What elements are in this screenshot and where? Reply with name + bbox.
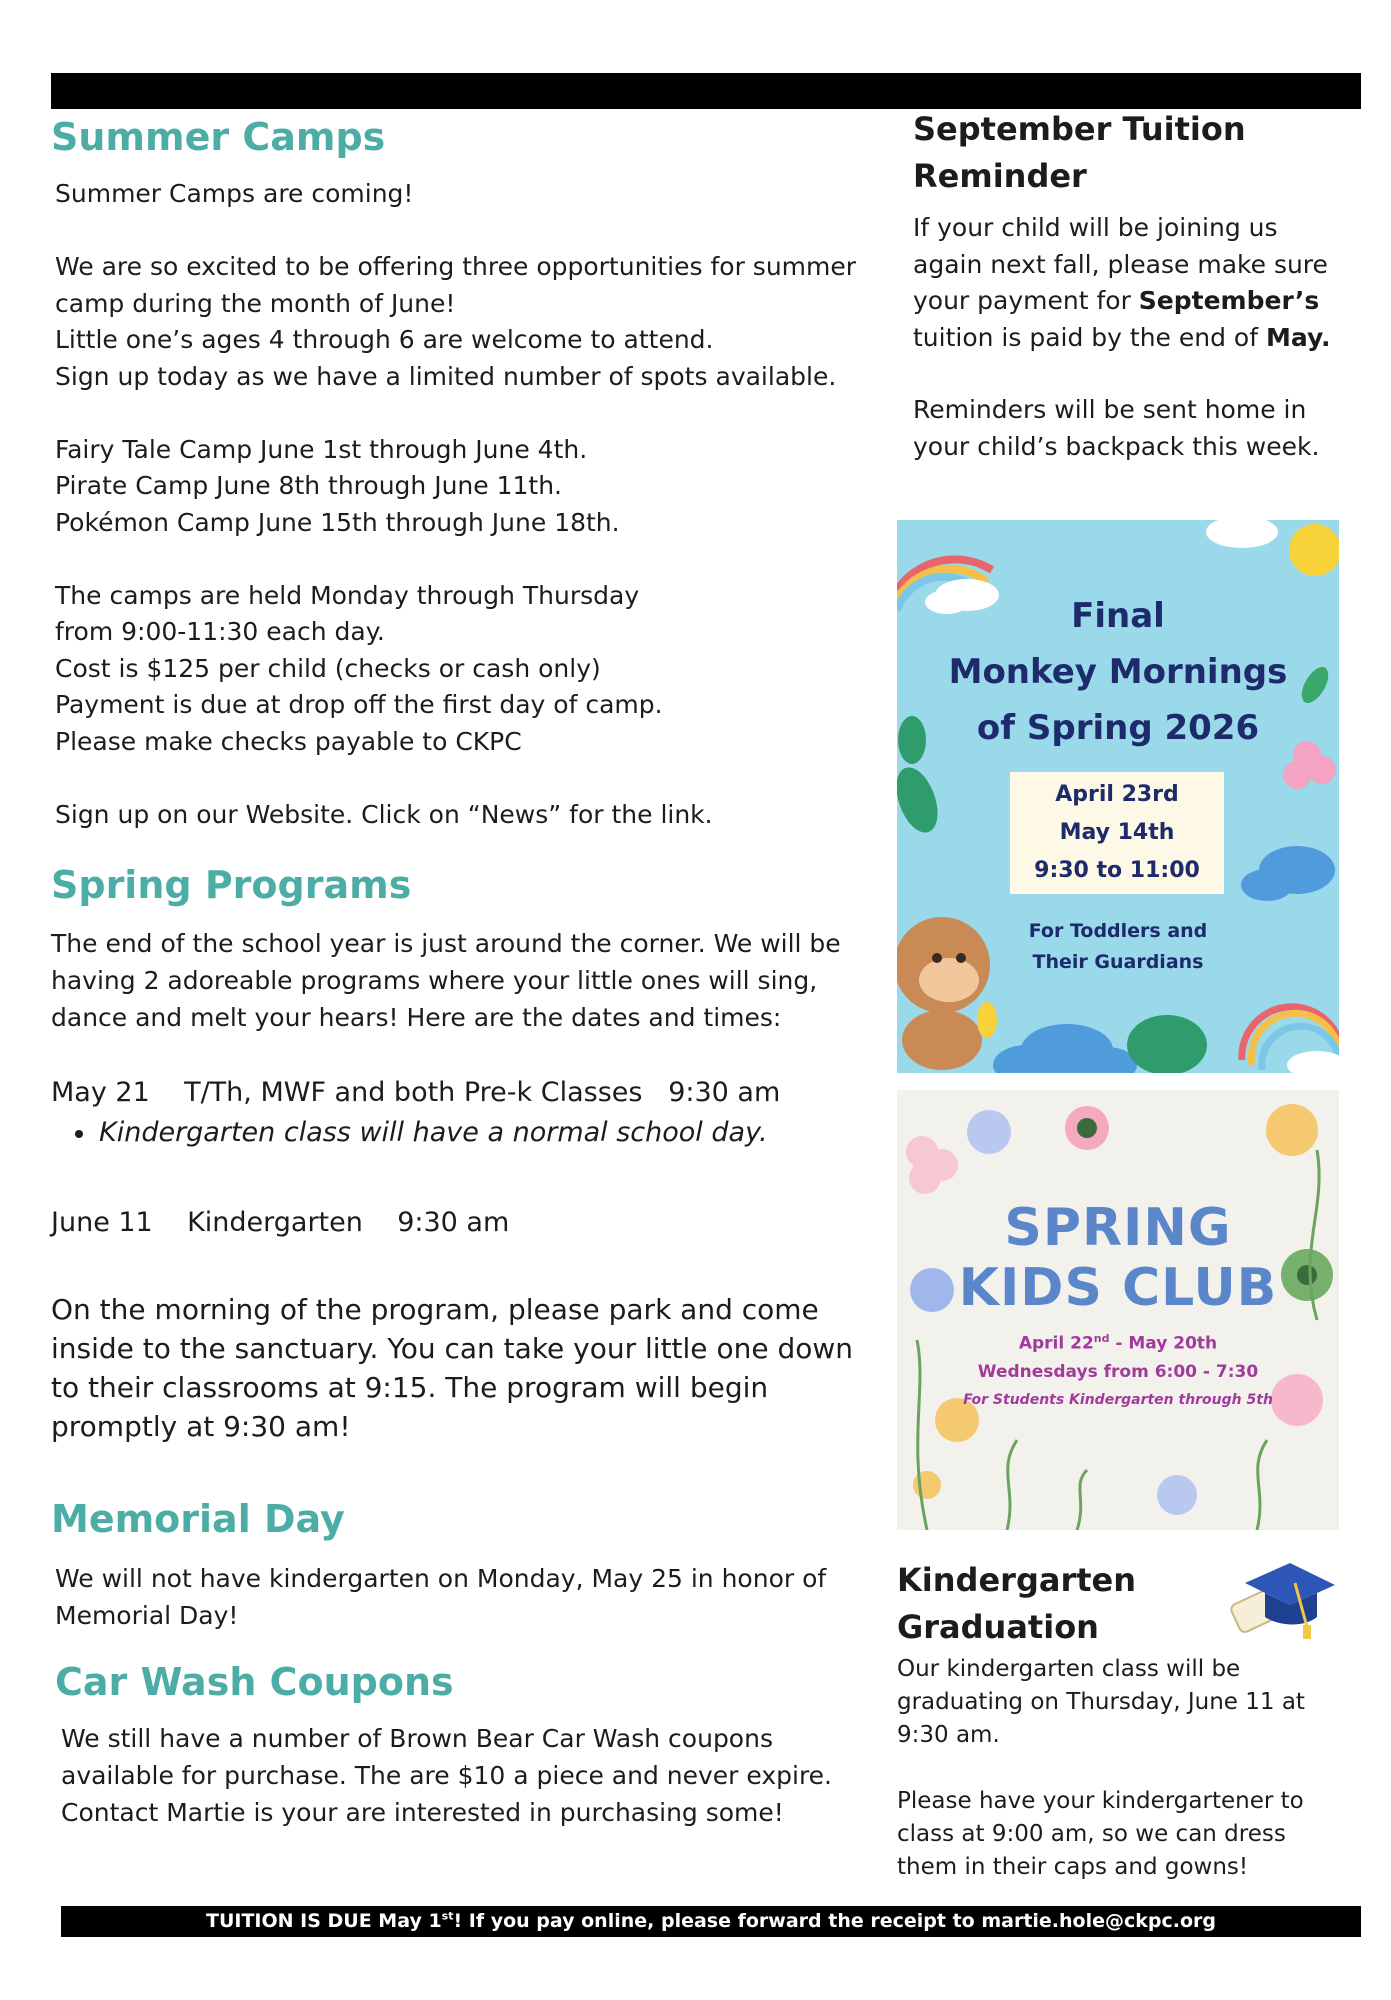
flyer2-dates [897, 1332, 1339, 1354]
summer-line: Sign up on our Website. Click on “News” for the link. [55, 799, 713, 829]
tuition-text-may: May. [1265, 322, 1331, 352]
summer-line: Fairy Tale Camp June 1st through June 4th. [55, 434, 588, 464]
bullet-text: Kindergarten class will have a normal school day. [99, 1117, 768, 1148]
car-wash-heading: Car Wash Coupons [55, 1660, 454, 1704]
header-bar [51, 73, 1361, 109]
spring-morning-line: promptly at 9:30 am! [51, 1410, 351, 1443]
spring-morning-line: to their classrooms at 9:15. The program will begin [51, 1371, 769, 1404]
flyer1-title-line3: of Spring 2026 [976, 708, 1260, 748]
summer-line: Summer Camps are coming! [55, 179, 414, 208]
spring-kids-club-flyer [897, 1090, 1339, 1530]
carwash-line: Contact Martie is your are interested in purchasing some! [61, 1798, 784, 1827]
summer-line [55, 213, 885, 250]
flyer1-sub-line1: For Toddlers and [1028, 920, 1208, 942]
summer-camps-body [55, 176, 885, 833]
flyer2-dates-sup: nd [1093, 1332, 1110, 1345]
tuition-heading-line1: September Tuition [913, 110, 1246, 148]
program-morning-info [51, 1290, 901, 1446]
spring-morning-line: inside to the sanctuary. You can take your little one down [51, 1332, 853, 1365]
flyer2-when: Wednesdays from 6:00 - 7:30 [977, 1362, 1259, 1382]
footer-text-a: TUITION IS DUE May 1 [205, 1910, 442, 1932]
program-may21: May 21 T/Th, MWF and both Pre-k Classes 9:30 am [51, 1077, 781, 1108]
tuition-text-a: If your child will be joining us again next fall, please make sure your payment for [913, 213, 1328, 315]
flyer2-title-line2: KIDS CLUB [958, 1258, 1278, 1318]
summer-camps-heading: Summer Camps [51, 115, 386, 159]
flyer2-dates-b: - May 20th [1109, 1333, 1218, 1354]
tuition-text-c: tuition is paid by the end of [913, 322, 1266, 352]
memorial-day-heading: Memorial Day [51, 1497, 345, 1541]
graduation-cap-icon [1225, 1555, 1335, 1650]
monkey-mornings-flyer [897, 520, 1339, 1073]
program-june11: June 11 Kindergarten 9:30 am [51, 1207, 510, 1238]
summer-line [55, 760, 885, 797]
tuition-heading-line2: Reminder [913, 157, 1087, 195]
summer-line: Cost is $125 per child (checks or cash only) [55, 653, 601, 683]
reminders-paragraph: Reminders will be sent home in your child’s backpack this week. [913, 395, 1320, 461]
sun-icon [1289, 524, 1339, 576]
car-wash-body [61, 1720, 891, 1831]
summer-line: Payment is due at drop off the first day of camp. [55, 690, 663, 719]
flower-icon [906, 1136, 958, 1194]
summer-line: The camps are held Monday through Thursday [55, 580, 640, 610]
program-bullet [75, 1117, 768, 1148]
summer-line: Please make checks payable to CKPC [55, 726, 522, 756]
graduation-heading-line1: Kindergarten [897, 1561, 1136, 1599]
footer-bar [61, 1906, 1361, 1937]
footer-text-b: ! If you pay online, please forward the receipt to martie.hole@ckpc.org [453, 1910, 1217, 1932]
spring-programs-heading: Spring Programs [51, 863, 412, 907]
summer-line: We are so excited to be offering three opportunities for summer [55, 252, 857, 281]
cloud-icon [1241, 846, 1335, 901]
graduation-paragraph1: Our kindergarten class will be graduating on Thursday, June 11 at 9:30 am. [897, 1656, 1305, 1748]
flower-icon [1266, 1104, 1318, 1156]
spring-intro-line: having 2 adoreable programs where your little ones will sing, [51, 966, 818, 995]
spring-programs-intro [51, 925, 891, 1036]
memorial-line: We will not have kindergarten on Monday, May 25 in honor of [55, 1564, 827, 1593]
tuition-heading [913, 106, 1343, 200]
flyer2-dates-a: April 22 [1018, 1333, 1094, 1354]
flower-icon [1157, 1475, 1197, 1515]
flower-icon [967, 1110, 1011, 1154]
flyer1-title-line1: Final [1071, 596, 1165, 636]
summer-line [55, 395, 885, 432]
flyer1-sub-line2: Their Guardians [1032, 951, 1204, 973]
bullet-dot [75, 1130, 83, 1138]
flyer1-date2: May 14th [1059, 820, 1175, 845]
graduation-paragraph2: Please have your kindergartener to class at 9:00 am, so we can dress them in their caps and gowns! [897, 1788, 1304, 1880]
spring-intro-line: The end of the school year is just around the corner. We will be [51, 929, 841, 958]
leaf-icon [1127, 1015, 1207, 1073]
carwash-line: available for purchase. The are $10 a piece and never expire. [61, 1761, 832, 1790]
graduation-heading-line2: Graduation [897, 1608, 1099, 1646]
footer-text-sup: st [441, 1909, 454, 1923]
flower-icon [1065, 1106, 1109, 1150]
spring-morning-line: On the morning of the program, please park and come [51, 1293, 819, 1326]
memorial-day-body [55, 1560, 885, 1634]
summer-line: Sign up today as we have a limited number of spots available. [55, 361, 837, 391]
flower-icon [1283, 741, 1336, 789]
spring-intro-line: dance and melt your hears! Here are the dates and times: [51, 1003, 782, 1032]
cloud-icon [993, 1024, 1137, 1073]
tuition-reminder [913, 106, 1343, 465]
summer-line [55, 541, 885, 578]
flyer1-date1: April 23rd [1055, 782, 1179, 807]
memorial-line: Memorial Day! [55, 1601, 239, 1630]
cloud-icon [1206, 520, 1278, 548]
tuition-paragraph [913, 210, 1343, 356]
flyer1-time: 9:30 to 11:00 [1034, 858, 1200, 883]
tuition-text-september: September’s [1138, 286, 1320, 315]
summer-line: Little one’s ages 4 through 6 are welcome to attend. [55, 325, 714, 354]
summer-line: from 9:00-11:30 each day. [55, 617, 385, 646]
summer-line: camp during the month of June! [55, 288, 456, 318]
summer-line: Pirate Camp June 8th through June 11th. [55, 471, 563, 500]
flyer1-title-line2: Monkey Mornings [948, 652, 1288, 692]
flower-icon [913, 1398, 979, 1499]
carwash-line: We still have a number of Brown Bear Car Wash coupons [61, 1724, 773, 1753]
cloud-icon [1287, 1051, 1339, 1073]
flyer2-title-line1: SPRING [1004, 1198, 1232, 1258]
flyer1-date-box [1010, 772, 1224, 894]
summer-line: Pokémon Camp June 15th through June 18th. [55, 507, 620, 537]
flyer2-who: For Students Kindergarten through 5th [963, 1392, 1273, 1408]
